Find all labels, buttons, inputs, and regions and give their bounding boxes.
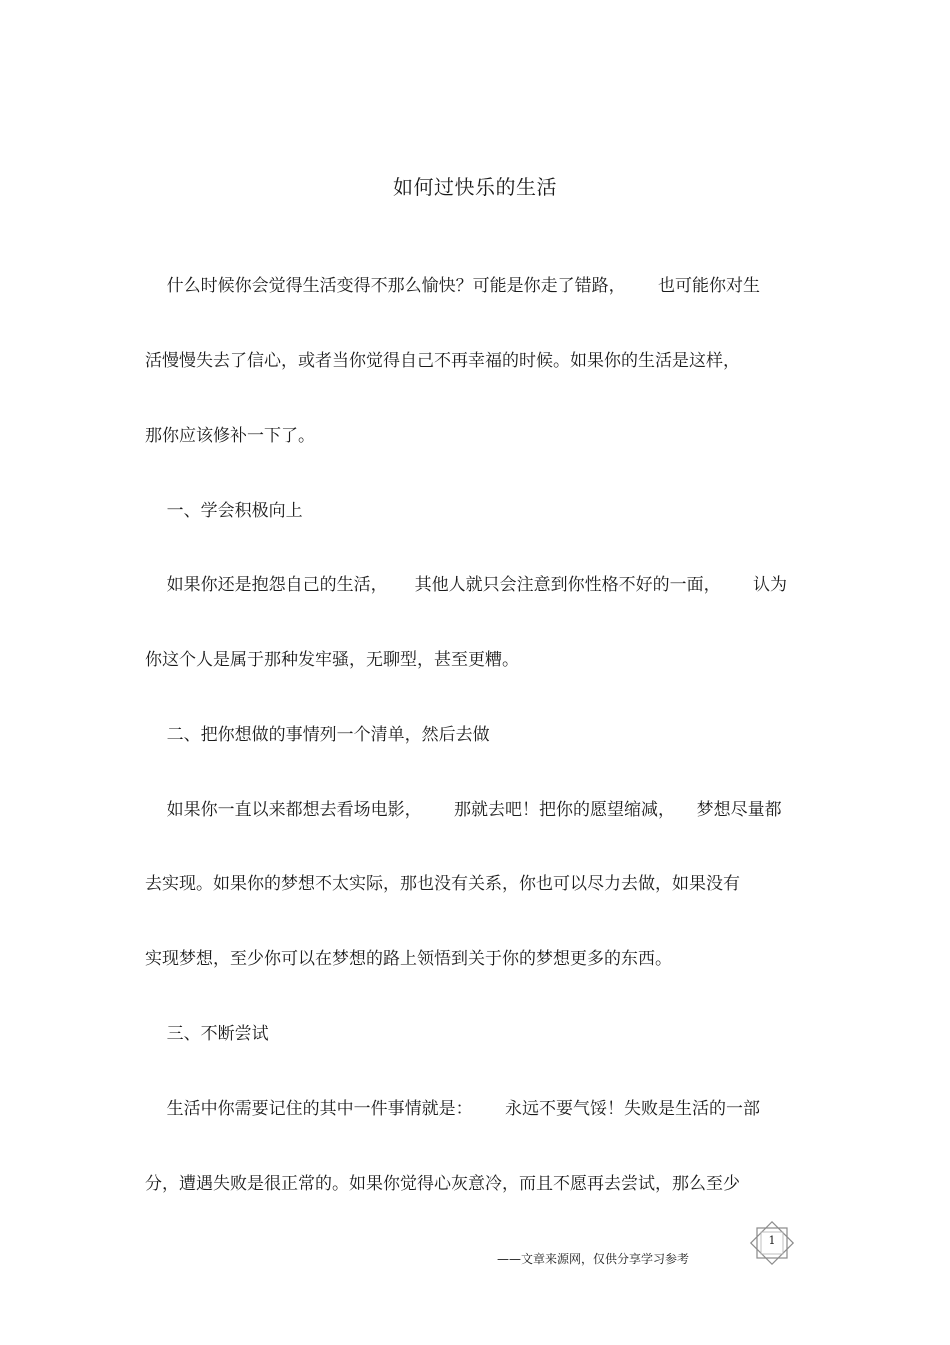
document-title: 如何过快乐的生活 bbox=[393, 175, 557, 199]
body-line-8: 如果你一直以来都想去看场电影， 那就去吧！把你的愿望缩减， 梦想尽量都 bbox=[145, 800, 782, 820]
body-line-1: 什么时候你会觉得生活变得不那么愉快？可能是你走了错路， 也可能你对生 bbox=[145, 276, 761, 296]
body-line-13: 分，遭遇失败是很正常的。如果你觉得心灰意冷，而且不愿再去尝试，那么至少 bbox=[145, 1174, 740, 1194]
body-line-10: 实现梦想，至少你可以在梦想的路上领悟到关于你的梦想更多的东西。 bbox=[145, 949, 672, 969]
body-line-12: 生活中你需要记住的其中一件事情就是： 永远不要气馁！失败是生活的一部 bbox=[145, 1099, 761, 1119]
body-line-2: 活慢慢失去了信心，或者当你觉得自己不再幸福的时候。如果你的生活是这样， bbox=[145, 351, 740, 371]
section-heading-1: 一、学会积极向上 bbox=[145, 501, 303, 521]
page-number: 1 bbox=[768, 1234, 776, 1247]
body-line-3: 那你应该修补一下了。 bbox=[145, 426, 315, 446]
body-line-9: 去实现。如果你的梦想不太实际，那也没有关系，你也可以尽力去做，如果没有 bbox=[145, 874, 740, 894]
body-line-6: 你这个人是属于那种发牢骚，无聊型，甚至更糟。 bbox=[145, 650, 519, 670]
footer-note: ——文章来源网，仅供分享学习参考 bbox=[497, 1252, 690, 1266]
page-number-badge bbox=[747, 1218, 797, 1268]
section-heading-3: 三、不断尝试 bbox=[145, 1024, 269, 1044]
body-line-5: 如果你还是抱怨自己的生活， 其他人就只会注意到你性格不好的一面， 认为 bbox=[145, 575, 788, 595]
section-heading-2: 二、把你想做的事情列一个清单，然后去做 bbox=[145, 725, 490, 745]
